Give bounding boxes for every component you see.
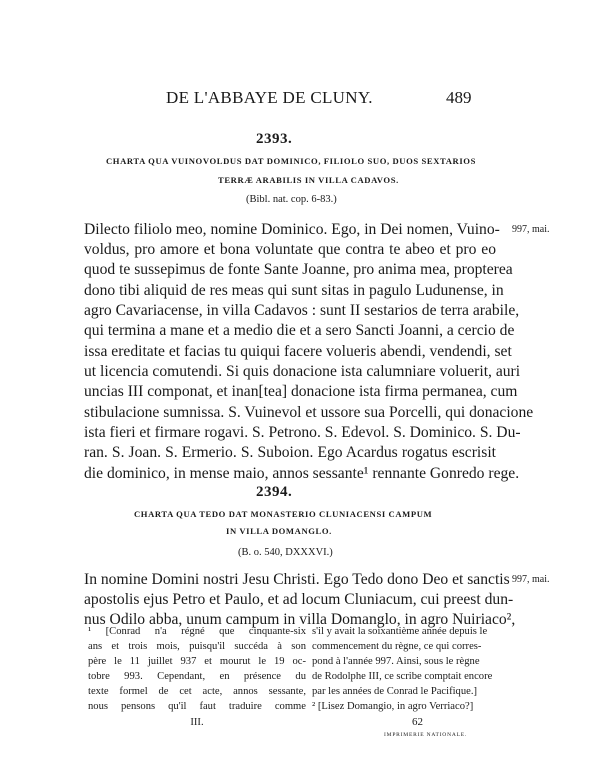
- text-line: ut licencia comutendi. Si quis donacione ista calumniare voluerit, auri: [84, 363, 521, 380]
- text-line: ran. S. Joan. S. Ermerio. S. Suboion. Ego Acardus rogatus escrisit: [84, 444, 496, 461]
- footnote-line: par les années de Conrad le Pacifique.]: [312, 686, 478, 697]
- text-line: quod te sussepimus de fonte Sante Joanne, pro anima mea, propterea: [84, 261, 513, 278]
- footnote-line: pond à l'année 997. Ainsi, sous le règne: [312, 656, 480, 667]
- text-line: apostolis ejus Petro et Paulo, et ad locum Cluniacum, cui preest dun-: [84, 591, 514, 608]
- footnote-line: tobre 993. Cependant, en présence du: [88, 671, 306, 682]
- footnote-line: ¹ [Conrad n'a régné que cinquante-six: [88, 626, 306, 637]
- text-line: ista fieri et firmare rogavi. S. Petrono. S. Edevol. S. Dominico. S. Du-: [84, 424, 521, 441]
- charter-title-line: TERRÆ ARABILIS IN VILLA CADAVOS.: [218, 175, 399, 185]
- page-number: 489: [446, 88, 472, 107]
- text-line: dono tibi aliquid de res meas qui sunt sitas in pagulo Ludunense, in: [84, 282, 504, 299]
- printer-mark: IMPRIMERIE NATIONALE.: [384, 732, 468, 738]
- margin-date: 997, mai.: [512, 224, 550, 235]
- margin-date: 997, mai.: [512, 574, 550, 585]
- text-line: nus Odilo abba, unum campum in villa Domanglo, in agro Nuiriaco²,: [84, 611, 516, 628]
- text-line: voldus, pro amore et bona voluntate que contra te abeo et pro eo: [84, 241, 496, 258]
- text-line: issa ereditate et facias tu quiqui facere volueris abendi, vendendi, set: [84, 343, 512, 360]
- charter-source: (Bibl. nat. cop. 6-83.): [246, 194, 337, 205]
- footnote-line: texte formel de cet acte, annos sessante,: [88, 686, 306, 697]
- text-line: uncias III componat, et inan[tea] donacione ista firma permanea, cum: [84, 383, 518, 400]
- charter-number: 2393.: [256, 131, 293, 147]
- footnote-line: de Rodolphe III, ce scribe comptait encore: [312, 671, 493, 682]
- charter-title-line: CHARTA QUA TEDO DAT MONASTERIO CLUNIACENSI CAMPUM: [134, 509, 433, 519]
- signature-mark: III.: [190, 717, 204, 728]
- footnote-line: nous pensons qu'il faut traduire comme: [88, 701, 306, 712]
- text-line: Dilecto filiolo meo, nomine Dominico. Ego, in Dei nomen, Vuino-: [84, 221, 500, 238]
- text-line: In nomine Domini nostri Jesu Christi. Ego Tedo dono Deo et sanctis: [84, 571, 510, 588]
- text-line: qui termina a mane et a medio die et a sero Sancti Joanni, a cercio de: [84, 322, 515, 339]
- sheet-signature: 62: [412, 716, 423, 728]
- footnote-line: commencement du règne, ce qui corres-: [312, 641, 482, 652]
- charter-title-line: CHARTA QUA VUINOVOLDUS DAT DOMINICO, FILIOLO SUO, DUOS SEXTARIOS: [106, 156, 476, 166]
- text-line: stibulacione sumnissa. S. Vuinevol et ussore sua Porcelli, qui donacione: [84, 404, 534, 421]
- charter-source: (B. o. 540, DXXXVI.): [238, 547, 333, 558]
- running-head: DE L'ABBAYE DE CLUNY.: [166, 88, 373, 107]
- footnote-line: s'il y avait la soixantième année depuis le: [312, 626, 488, 637]
- charter-number: 2394.: [256, 484, 293, 500]
- footnote-line: ans et trois mois, puisqu'il succéda à son: [88, 641, 306, 652]
- text-line: die dominico, in mense maio, annos sessante¹ rennante Gonredo rege.: [84, 465, 520, 482]
- footnote-line: père le 11 juillet 937 et mourut le 19 oc-: [88, 656, 306, 667]
- footnote-line: ² [Lisez Domangio, in agro Verriaco?]: [312, 701, 474, 712]
- charter-title-line: IN VILLA DOMANGLO.: [226, 526, 332, 536]
- text-line: agro Cavariacense, in villa Cadavos : sunt II sestarios de terra arabile,: [84, 302, 520, 319]
